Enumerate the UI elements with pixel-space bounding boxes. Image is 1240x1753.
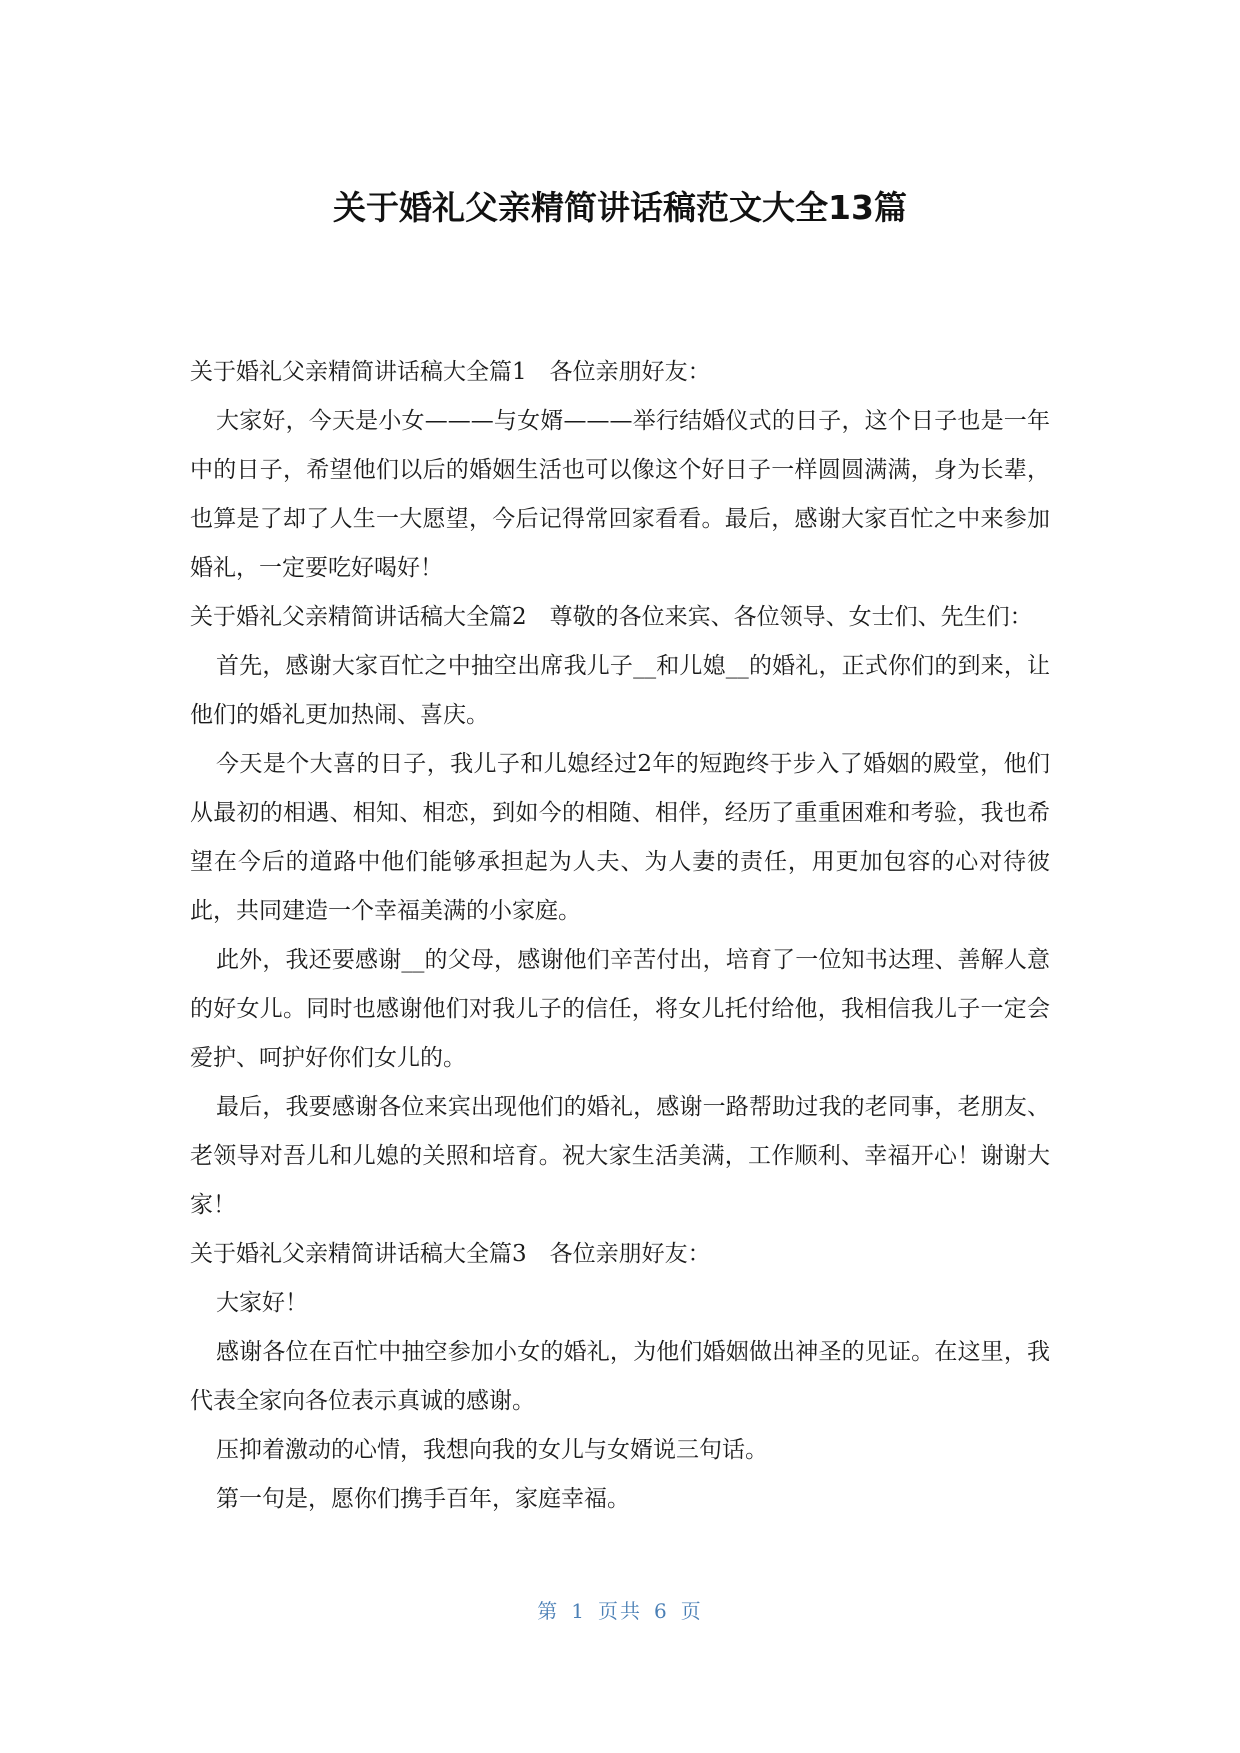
document-title: 关于婚礼父亲精简讲话稿范文大全13篇 xyxy=(333,188,907,227)
section-heading: 关于婚礼父亲精简讲话稿大全篇3 各位亲朋好友： xyxy=(190,1241,711,1267)
paragraph: 感谢各位在百忙中抽空参加小女的婚礼，为他们婚姻做出神圣的见证。在这里，我代表全家向各位表示真诚的感谢。 xyxy=(190,1339,1050,1414)
paragraph: 此外，我还要感谢__的父母，感谢他们辛苦付出，培育了一位知书达理、善解人意的好女儿。同时也感谢他们对我儿子的信任，将女儿托付给他，我相信我儿子一定会爱护、呵护好你们女儿的。 xyxy=(190,947,1050,1071)
paragraph: 压抑着激动的心情，我想向我的女儿与女婿说三句话。 xyxy=(216,1437,768,1463)
paragraph: 第一句是，愿你们携手百年，家庭幸福。 xyxy=(216,1486,630,1512)
total-pages-number: 6 xyxy=(654,1599,669,1623)
page-label-mid: 页共 xyxy=(598,1599,642,1623)
paragraph: 大家好，今天是小女———与女婿———举行结婚仪式的日子，这个日子也是一年中的日子，希望他们以后的婚姻生活也可以像这个好日子一样圆圆满满，身为长辈，也算是了却了人生一大愿望，今后记得常回家看看。最后，感谢大家百忙之中来参加婚礼，一定要吃好喝好！ xyxy=(190,408,1050,581)
paragraph: 首先，感谢大家百忙之中抽空出席我儿子__和儿媳__的婚礼，正式你们的到来，让他们的婚礼更加热闹、喜庆。 xyxy=(190,653,1050,728)
current-page-number: 1 xyxy=(571,1599,586,1623)
paragraph: 今天是个大喜的日子，我儿子和儿媳经过2年的短跑终于步入了婚姻的殿堂，他们从最初的相遇、相知、相恋，到如今的相随、相伴，经历了重重困难和考验，我也希望在今后的道路中他们能够承担起为人夫、为人妻的责任，用更加包容的心对待彼此，共同建造一个幸福美满的小家庭。 xyxy=(190,751,1050,924)
page-footer xyxy=(0,1595,1240,1624)
paragraph: 大家好！ xyxy=(216,1290,308,1316)
page-label-prefix: 第 xyxy=(537,1599,560,1623)
section-heading: 关于婚礼父亲精简讲话稿大全篇1 各位亲朋好友： xyxy=(190,359,711,385)
document-body xyxy=(190,348,1050,1524)
page-label-suffix: 页 xyxy=(680,1599,703,1623)
paragraph: 最后，我要感谢各位来宾出现他们的婚礼，感谢一路帮助过我的老同事，老朋友、老领导对吾儿和儿媳的关照和培育。祝大家生活美满，工作顺利、幸福开心！谢谢大家！ xyxy=(190,1094,1050,1218)
section-heading: 关于婚礼父亲精简讲话稿大全篇2 尊敬的各位来宾、各位领导、女士们、先生们： xyxy=(190,604,1033,630)
